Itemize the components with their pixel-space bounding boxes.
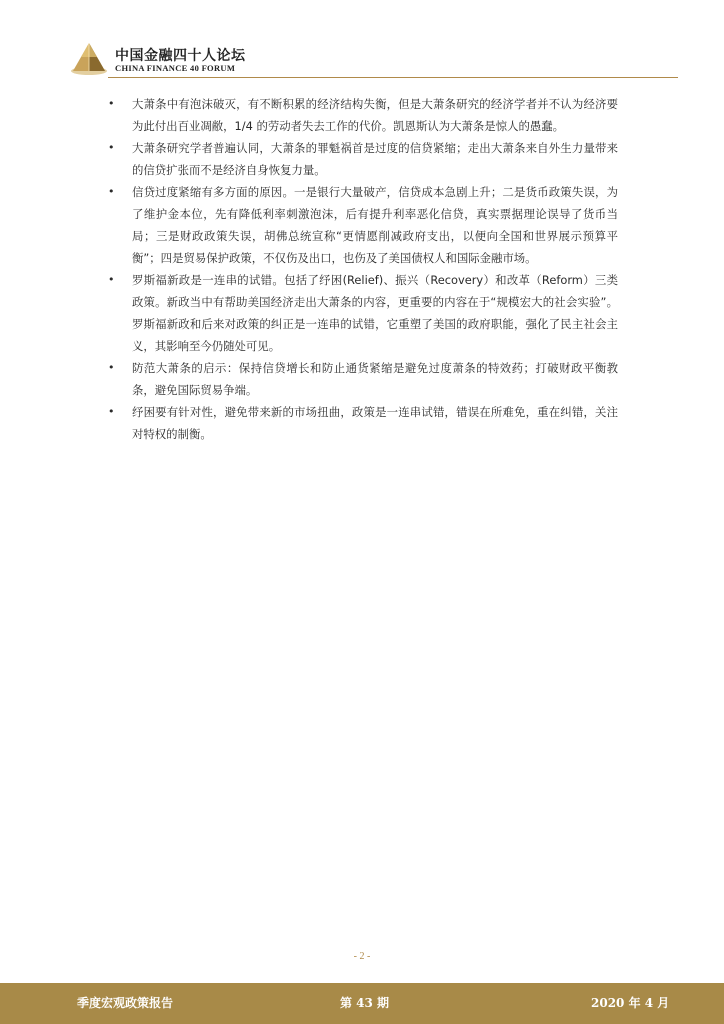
page-footer xyxy=(0,983,724,1024)
pyramid-logo-icon xyxy=(70,40,108,76)
footer-date: 2020 年 4 月 xyxy=(591,996,670,1010)
bullet-list xyxy=(108,93,618,445)
list-item xyxy=(108,181,618,269)
bullet-icon: • xyxy=(108,405,115,418)
list-item xyxy=(108,357,618,401)
footer-report-title: 季度宏观政策报告 xyxy=(77,996,174,1010)
bullet-icon: • xyxy=(108,273,115,286)
page-number: - 2 - xyxy=(353,951,371,962)
main-content xyxy=(108,93,618,445)
bullet-text: 大萧条中有泡沫破灭，有不断积累的经济结构失衡，但是大萧条研究的经济学者并不认为经济要为此付出百业凋敝，1/4 的劳动者失去工作的代价。凯恩斯认为大萧条是惊人的愚蠢。 xyxy=(132,97,618,133)
list-item xyxy=(108,401,618,445)
bullet-text: 纾困要有针对性，避免带来新的市场扭曲，政策是一连串试错，错误在所难免，重在纠错，关注对特权的制衡。 xyxy=(132,405,618,441)
list-item xyxy=(108,137,618,181)
list-item xyxy=(108,269,618,357)
header-divider xyxy=(108,77,678,78)
page-header xyxy=(0,0,724,80)
bullet-icon: • xyxy=(108,97,115,110)
bullet-text: 防范大萧条的启示：保持信贷增长和防止通货紧缩是避免过度萧条的特效药；打破财政平衡教条，避免国际贸易争端。 xyxy=(132,361,618,397)
bullet-icon: • xyxy=(108,141,115,154)
footer-issue-number: 第 43 期 xyxy=(340,996,390,1010)
bullet-text: 罗斯福新政是一连串的试错。包括了纾困(Relief)、振兴（Recovery）和改革（Reform）三类政策。新政当中有帮助美国经济走出大萧条的内容，更重要的内容在于“规模宏大的社会实验”。罗斯福新政和后来对政策的纠正是一连串的试错，它重塑了美国的政府职能，强化了民主社会主义，其影响至今仍随处可见。 xyxy=(132,273,618,353)
bullet-icon: • xyxy=(108,361,115,374)
bullet-icon: • xyxy=(108,185,115,198)
logo-title-cn: 中国金融四十人论坛 xyxy=(115,48,246,64)
list-item xyxy=(108,93,618,137)
logo-title-en: CHINA FINANCE 40 FORUM xyxy=(115,63,236,73)
bullet-text: 信贷过度紧缩有多方面的原因。一是银行大量破产，信贷成本急剧上升；二是货币政策失误，为了维护金本位，先有降低利率刺激泡沫，后有提升利率恶化信贷，真实票据理论误导了货币当局；三是财政政策失误，胡佛总统宣称“更情愿削减政府支出，以便向全国和世界展示预算平衡”；四是贸易保护政策，不仅伤及出口，也伤及了美国债权人和国际金融市场。 xyxy=(132,185,618,265)
bullet-text: 大萧条研究学者普遍认同，大萧条的罪魁祸首是过度的信贷紧缩；走出大萧条来自外生力量带来的信贷扩张而不是经济自身恢复力量。 xyxy=(132,141,618,177)
